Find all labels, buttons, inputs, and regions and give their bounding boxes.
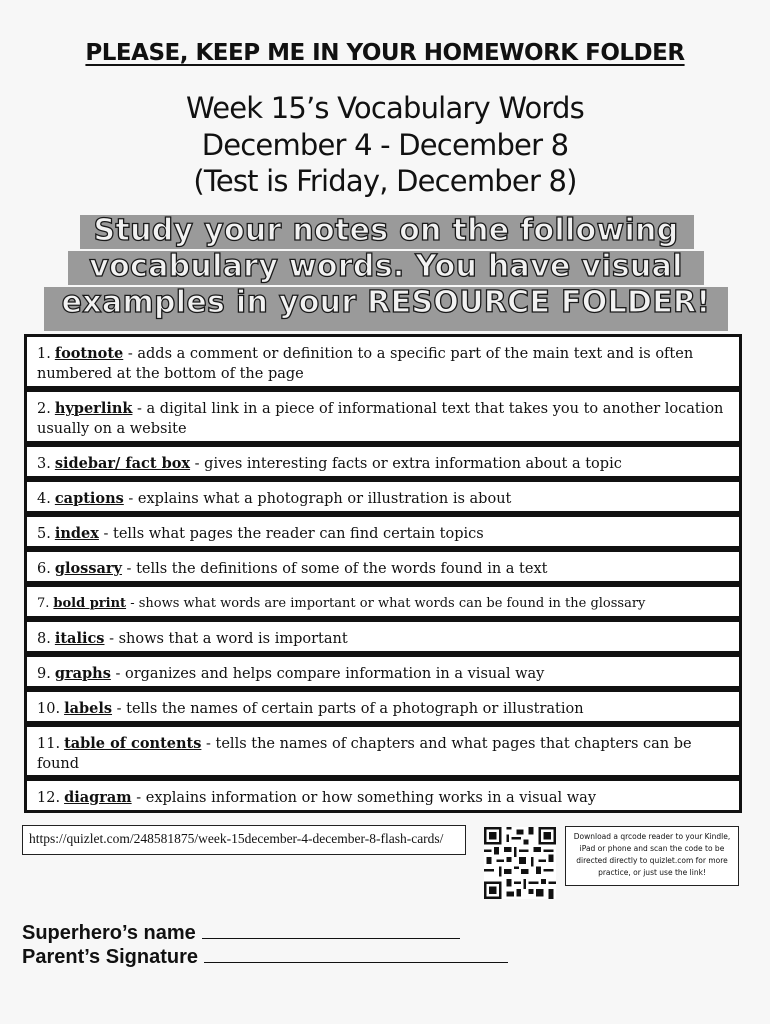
vocab-definition: - tells the names of certain parts of a photograph or illustration	[112, 701, 584, 717]
superhero-name-label: Superhero’s name	[22, 922, 196, 944]
vocab-term: index	[54, 525, 99, 542]
vocab-definition: - tells the definitions of some of the words found in a text	[121, 561, 548, 577]
vocab-term: sidebar/ fact box	[54, 455, 191, 472]
vocab-row-italics: 8. italics - shows that a word is important	[24, 619, 742, 654]
vocab-definition: - a digital link in a piece of informational text that takes you to another location usually on a website	[37, 401, 724, 437]
vocab-term: graphs	[54, 665, 111, 682]
vocab-definition: - tells what pages the reader can find certain topics	[98, 526, 484, 542]
vocab-term: table of contents	[64, 735, 202, 752]
date-range: December 4 - December 8	[201, 128, 569, 162]
banner-line-3: examples in your RESOURCE FOLDER!	[61, 285, 711, 320]
vocab-term: labels	[64, 700, 113, 717]
vocab-term: footnote	[54, 345, 124, 362]
vocab-row-glossary: 6. glossary - tells the definitions of some of the words found in a text	[24, 549, 742, 584]
vocab-row-captions: 4. captions - explains what a photograph or illustration is about	[24, 479, 742, 514]
vocab-row-table-of-contents: 11. table of contents - tells the names of chapters and what pages that chapters can be found	[24, 724, 742, 778]
qr-code-icon	[484, 827, 556, 899]
vocab-definition: - shows that a word is important	[104, 631, 348, 647]
folder-reminder-header: PLEASE, KEEP ME IN YOUR HOMEWORK FOLDER	[85, 40, 685, 66]
vocab-term: italics	[54, 630, 105, 647]
vocab-row-sidebar: 3. sidebar/ fact box - gives interesting facts or extra information about a topic	[24, 444, 742, 479]
name-blank-line[interactable]	[202, 920, 460, 939]
quizlet-link[interactable]: https://quizlet.com/248581875/week-15december-4-december-8-flash-cards/	[22, 825, 466, 855]
vocab-term: diagram	[64, 789, 132, 806]
vocab-row-labels: 10. labels - tells the names of certain parts of a photograph or illustration	[24, 689, 742, 724]
test-date: (Test is Friday, December 8)	[193, 164, 577, 198]
vocab-definition: - explains information or how something works in a visual way	[131, 790, 597, 806]
vocab-definition: - explains what a photograph or illustration is about	[123, 491, 512, 507]
signature-blank-line[interactable]	[204, 944, 508, 963]
vocab-definition: - tells the names of chapters and what pages that chapters can be found	[37, 736, 692, 772]
vocab-term: bold print	[53, 596, 127, 611]
vocab-row-diagram: 12. diagram - explains information or how something works in a visual way	[24, 778, 742, 813]
vocab-term: hyperlink	[54, 400, 133, 417]
vocab-row-bold-print: 7. bold print - shows what words are important or what words can be found in the glossary	[24, 584, 742, 619]
vocab-term: captions	[54, 490, 124, 507]
vocab-row-index: 5. index - tells what pages the reader can find certain topics	[24, 514, 742, 549]
qr-instructions: Download a qrcode reader to your Kindle, iPad or phone and scan the code to be directed directly to quizlet.com for more practice, or just use the link!	[565, 826, 739, 886]
banner-line-2: vocabulary words. You have visual	[89, 249, 683, 284]
page-title: Week 15’s Vocabulary Words	[186, 91, 584, 125]
vocab-definition: - organizes and helps compare information in a visual way	[110, 666, 545, 682]
study-banner	[44, 213, 728, 331]
vocab-definition: - adds a comment or definition to a specific part of the main text and is often numbered at the bottom of the page	[37, 346, 694, 382]
superhero-name-field[interactable]	[22, 920, 460, 945]
vocab-row-footnote: 1. footnote - adds a comment or definition to a specific part of the main text and is often numbered at the bottom of the page	[24, 334, 742, 389]
vocab-term: glossary	[54, 560, 122, 577]
parent-signature-field[interactable]	[22, 944, 508, 969]
vocab-row-graphs: 9. graphs - organizes and helps compare information in a visual way	[24, 654, 742, 689]
parent-signature-label: Parent’s Signature	[22, 946, 198, 968]
vocab-row-hyperlink: 2. hyperlink - a digital link in a piece of informational text that takes you to another location usually on a website	[24, 389, 742, 444]
vocab-definition: - shows what words are important or what words can be found in the glossary	[126, 596, 646, 611]
vocab-definition: - gives interesting facts or extra information about a topic	[190, 456, 622, 472]
banner-line-1: Study your notes on the following	[93, 213, 679, 248]
